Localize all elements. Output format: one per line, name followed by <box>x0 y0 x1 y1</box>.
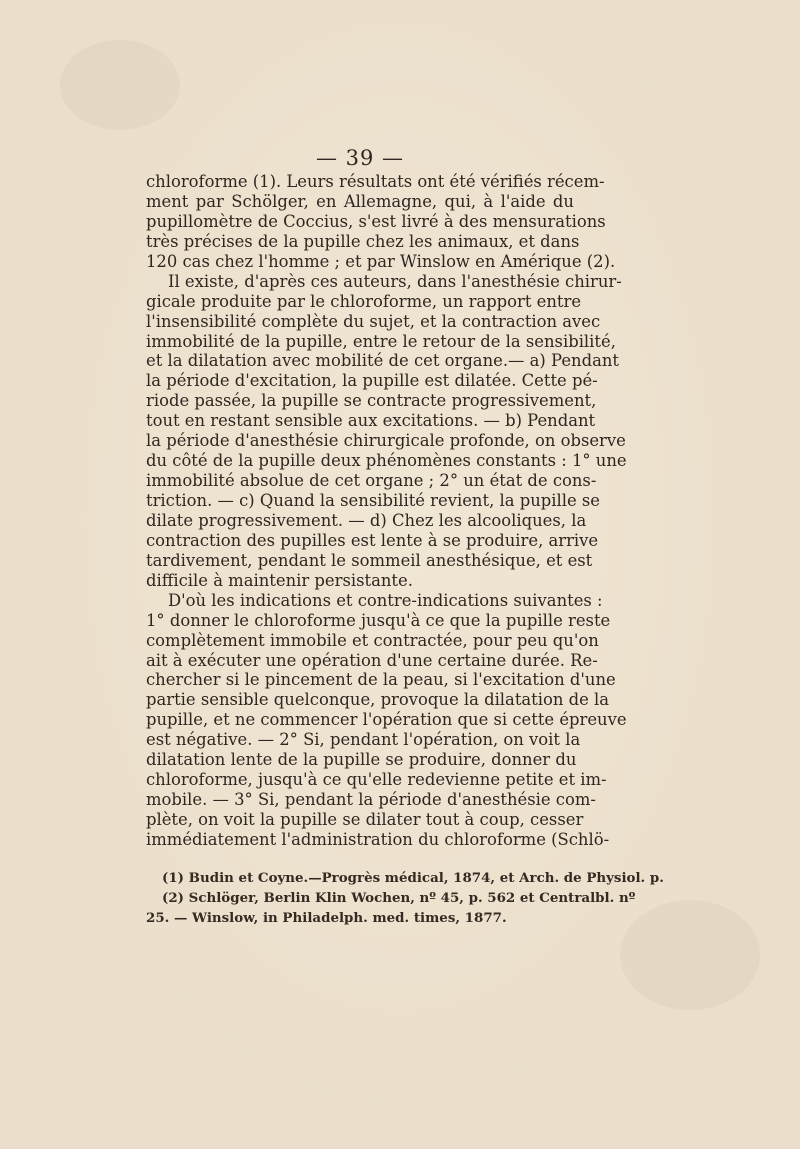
text-line: et la dilatation avec mobilité de cet organe.— a) Pendant <box>146 351 619 371</box>
text-line: chercher si le pincement de la peau, si l'excitation d'une <box>146 670 616 690</box>
paper-stain <box>60 40 180 130</box>
text-line: tout en restant sensible aux excitations. — b) Pendant <box>146 411 596 431</box>
text-line: la période d'anesthésie chirurgicale profonde, on observe <box>146 431 626 451</box>
text-line: pupillomètre de Coccius, s'est livré à des mensurations <box>146 211 606 231</box>
footnote-continuation: 25. — Winslow, in Philadelph. med. times, 1877. <box>146 910 507 926</box>
page-number: — 39 — <box>315 146 405 170</box>
text-line: immobilité absolue de cet organe ; 2° un état de cons- <box>146 471 597 491</box>
text-line: triction. — c) Quand la sensibilité revient, la pupille se <box>146 491 600 510</box>
body-text <box>146 172 627 850</box>
text-line: du côté de la pupille deux phénomènes constants : 1° une <box>146 451 627 471</box>
footnotes <box>146 868 664 928</box>
text-line: 1° donner le chloroforme jusqu'à ce que la pupille reste <box>146 610 611 630</box>
text-line: est négative. — 2° Si, pendant l'opération, on voit la <box>146 730 581 750</box>
text-line: contraction des pupilles est lente à se produire, arrive <box>146 530 599 550</box>
text-line: pupille, et ne commencer l'opération que si cette épreuve <box>146 710 627 730</box>
text-line: ait à exécuter une opération d'une certaine durée. Re- <box>146 650 598 670</box>
text-line: difficile à maintenir persistante. <box>146 570 413 590</box>
text-line: très précises de la pupille chez les animaux, et dans <box>146 231 580 251</box>
text-line: l'insensibilité complète du sujet, et la contraction avec <box>146 311 601 331</box>
text-line: dilate progressivement. — d) Chez les alcooliques, la <box>146 510 587 530</box>
text-line: chloroforme, jusqu'à ce qu'elle redevienne petite et im- <box>146 770 607 790</box>
text-line: immédiatement l'administration du chloroforme (Schlö- <box>146 829 610 849</box>
paragraph-start-line: Il existe, d'après ces auteurs, dans l'anesthésie chirur- <box>168 271 622 291</box>
text-line: riode passée, la pupille se contracte progressivement, <box>146 391 597 411</box>
text-line: la période d'excitation, la pupille est dilatée. Cette pé- <box>146 371 598 391</box>
text-line: 120 cas chez l'homme ; et par Winslow en Amérique (2). <box>146 251 616 271</box>
text-line: complètement immobile et contractée, pour peu qu'on <box>146 630 599 650</box>
text-line: immobilité de la pupille, entre le retour de la sensibilité, <box>146 331 616 351</box>
paper-stain <box>620 900 760 1010</box>
text-line: tardivement, pendant le sommeil anesthésique, et est <box>146 550 593 570</box>
text-line: dilatation lente de la pupille se produire, donner du <box>146 750 577 770</box>
text-line: gicale produite par le chloroforme, un rapport entre <box>146 291 582 311</box>
footnote: (1) Budin et Coyne.—Progrès médical, 1874, et Arch. de Physiol. p. <box>162 870 664 886</box>
text-line: partie sensible quelconque, provoque la dilatation de la <box>146 690 610 710</box>
footnote: (2) Schlöger, Berlin Klin Wochen, nº 45, p. 562 et Centralbl. nº <box>162 890 636 906</box>
text-line: plète, on voit la pupille se dilater tout à coup, cesser <box>146 810 584 829</box>
text-line: chloroforme (1). Leurs résultats ont été vérifiés récem- <box>146 172 605 191</box>
text-line: mobile. — 3° Si, pendant la période d'anesthésie com- <box>146 790 596 810</box>
paragraph-start-line: D'où les indications et contre-indications suivantes : <box>168 590 603 610</box>
text-line: ment par Schölger, en Allemagne, qui, à l'aide du <box>146 191 574 211</box>
